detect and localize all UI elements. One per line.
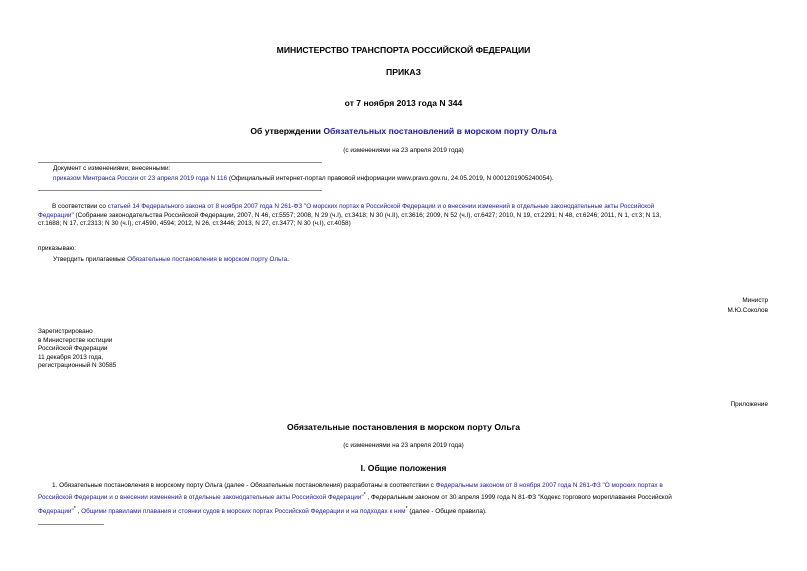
amendments-line (53, 175, 554, 184)
federal-law-261-link[interactable]: Федеральным законом от 8 ноября 2007 года N 261-ФЗ "О морских портах в (435, 482, 663, 489)
title-prefix: Об утверждении (250, 126, 324, 136)
title-link[interactable]: Обязательных постановлений в морском порту Ольга (323, 126, 557, 136)
law-article-link-cont[interactable]: Федерации" (38, 211, 74, 219)
registration-line: 11 декабря 2013 года, (38, 353, 104, 361)
appendix-title: Обязательные постановления в морском порту Ольга (286, 422, 521, 432)
divider-bottom (38, 190, 322, 191)
clause-1-start: 1. Обязательные постановления в морскому порту Ольга (далее - Обязательные постановления) разработаны в соответствии с (52, 482, 436, 489)
registration-line: Российской Федерации (38, 345, 108, 353)
clause-1-paragraph (38, 482, 770, 517)
amendments-intro: Документ с изменениями, внесенными: (53, 165, 171, 172)
preamble-paragraph (38, 203, 770, 229)
amendment-source: (Официальный интернет-портал правовой информации www.pravo.gov.ru, 24.05.2019, N 0001201905240054). (227, 175, 554, 182)
clause-1-line-2 (38, 491, 770, 503)
approve-link[interactable]: Обязательные постановления в морском порту Ольга (127, 256, 288, 263)
clause-1-mid: , Федеральным законом от 30 апреля 1999 года N 81-ФЗ "Кодекс торгового мореплавания Российской (365, 493, 672, 501)
signature-position: Министр (742, 297, 768, 304)
registration-block (38, 328, 116, 371)
preamble-line-1 (38, 203, 770, 212)
clause-1-line-1 (38, 482, 770, 491)
preamble-line-2 (38, 212, 770, 221)
footnote-divider (38, 524, 104, 525)
approve-prefix: Утвердить прилагаемые (53, 256, 128, 263)
registration-line: регистрационный N 30585 (38, 362, 117, 370)
merchant-shipping-code-link[interactable]: Федерации" (38, 508, 74, 516)
order-keyword: приказываю: (38, 245, 76, 252)
date-number-heading: от 7 ноября 2013 года N 344 (344, 98, 463, 108)
doc-type-heading: ПРИКАЗ (386, 67, 421, 77)
approve-suffix: . (287, 256, 290, 263)
clause-1-sep: , (75, 508, 82, 516)
section-title: I. Общие положения (360, 463, 447, 473)
footnote-marker[interactable]: * (73, 506, 76, 513)
federal-law-261-link-cont[interactable]: Российской Федерации и о внесении изменений в отдельные законодательные акты Российской Федерации" (38, 493, 364, 501)
preamble-sources-1: (Собрание законодательства Российской Федерации, 2007, N 46, ст.5557; 2008, N 29 (ч.I), ст.3418; N 30 (ч.II), ст.3616; 2009, N 52 (ч.I), ст.6427; 2010, N 19, ст.2291; N 48, ст.6246; 2011, N 1, ст.3; N 13, (73, 211, 662, 219)
signature-name: М.Ю.Соколов (727, 307, 768, 314)
amendment-order-link[interactable]: приказом Минтранса России от 23 апреля 2019 года N 116 (53, 175, 228, 182)
appendix-label: Приложение (730, 401, 768, 408)
document-title (0, 126, 807, 136)
preamble-start: В соответствии со (52, 203, 108, 210)
clause-1-end: (далее - Общие правила). (407, 508, 487, 516)
law-article-link[interactable]: статьей 14 Федерального закона от 8 ноября 2007 года N 261-ФЗ "О морских портах в Российской Федерации и о внесении изменений в отдельные законодательные акты Российской (107, 203, 655, 210)
appendix-amendment-note: (с изменениями на 23 апреля 2019 года) (343, 442, 464, 449)
general-rules-link[interactable]: Общими правилами плавания и стоянки судов в морских портах Российской Федерации и на подходах к ним (81, 508, 406, 516)
ministry-heading: МИНИСТЕРСТВО ТРАНСПОРТА РОССИЙСКОЙ ФЕДЕРАЦИИ (276, 45, 531, 55)
clause-1-line-3 (38, 505, 770, 517)
registration-line: в Министерстве юстиции (38, 336, 113, 344)
amendment-note: (с изменениями на 23 апреля 2019 года) (343, 147, 464, 154)
divider-top (38, 162, 322, 163)
registration-line: Зарегистрировано (38, 328, 93, 335)
footnote-marker[interactable]: * (405, 506, 408, 513)
footnote-marker[interactable]: * (363, 491, 366, 498)
order-approve (53, 256, 289, 265)
preamble-line-3: ст.1688; N 17, ст.2313; N 30 (ч.I), ст.4590, 4594; 2012, N 26, ст.3446; 2013, N 27, ст.3477; N 30 (ч.I), ст.4058) (38, 220, 351, 228)
